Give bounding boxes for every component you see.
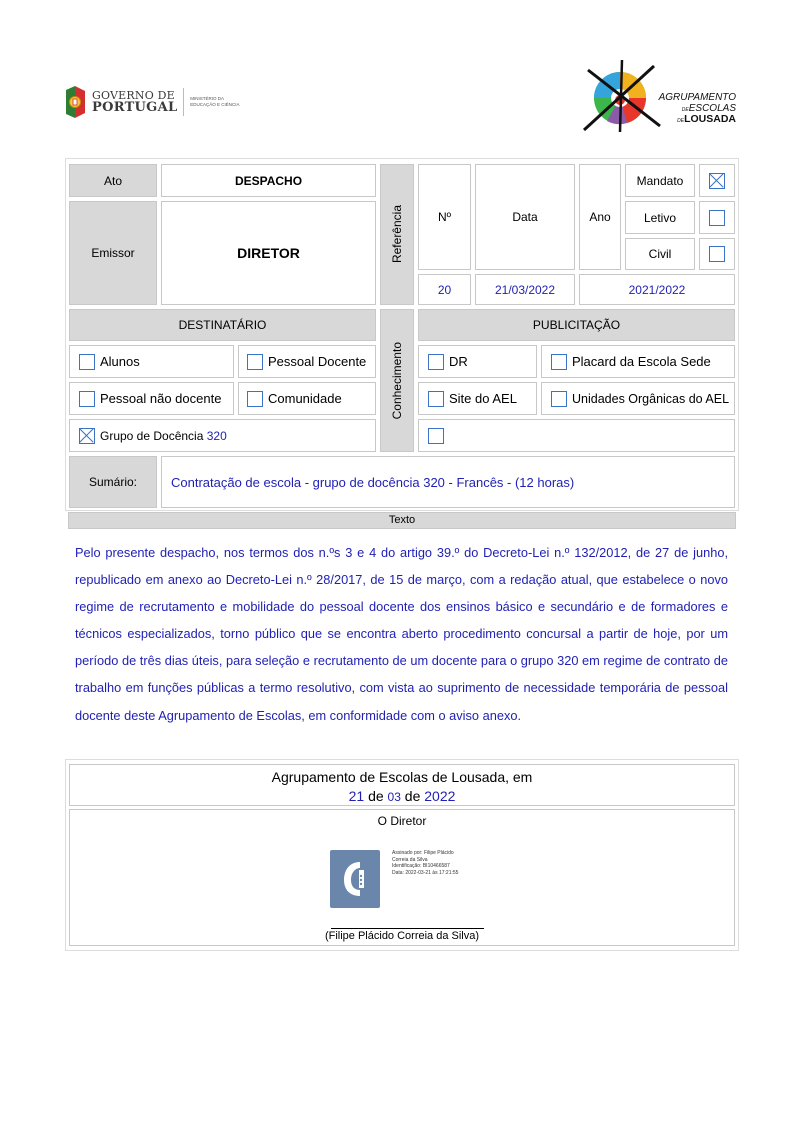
pessoal-docente-label: Pessoal Docente (268, 354, 367, 369)
unidades-option[interactable] (541, 382, 735, 415)
destinatario-header: DESTINATÁRIO (69, 309, 376, 341)
alunos-label: Alunos (100, 354, 140, 369)
placard-checkbox[interactable] (551, 354, 567, 370)
school-emblem-icon (582, 58, 662, 134)
civil-label: Civil (625, 238, 695, 270)
pessoal-nao-docente-label: Pessoal não docente (100, 391, 222, 406)
school-logo-line1: AGRUPAMENTO (658, 92, 736, 103)
signature-area (69, 809, 735, 946)
data-value: 21/03/2022 (475, 274, 575, 305)
signature-block (65, 759, 739, 951)
data-label: Data (475, 164, 575, 270)
signature-line (331, 928, 484, 929)
conhecimento-header (380, 309, 414, 452)
alunos-checkbox[interactable] (79, 354, 95, 370)
ano-value: 2021/2022 (579, 274, 735, 305)
date-de2: de (404, 788, 421, 804)
sumario-label: Sumário: (69, 456, 157, 508)
pessoal-nao-docente-option[interactable] (69, 382, 234, 415)
grupo-docencia-option[interactable] (69, 419, 376, 452)
other-option[interactable] (418, 419, 735, 452)
digital-signature-icon (330, 850, 380, 908)
gov-line1: GOVERNO DE (92, 89, 175, 102)
dr-label: DR (449, 354, 468, 369)
signature-stamp-text (392, 850, 458, 876)
portugal-flag-icon (64, 86, 86, 118)
placard-label: Placard da Escola Sede (572, 354, 711, 369)
placard-option[interactable] (541, 345, 735, 378)
site-checkbox[interactable] (428, 391, 444, 407)
date-month: 03 (387, 790, 401, 804)
stamp-line1: Assinado por: Filipe Plácido (392, 850, 454, 856)
place-date (69, 764, 735, 806)
school-logo-de2: DE (677, 118, 685, 124)
letivo-checkbox[interactable] (709, 210, 725, 226)
dispatch-form (65, 158, 739, 511)
ato-label: Ato (69, 164, 157, 197)
date-de1: de (368, 788, 384, 804)
school-logo (582, 58, 742, 134)
stamp-line2: Correia da Silva (392, 856, 428, 863)
grupo-docencia-label: Grupo de Docência (100, 428, 204, 443)
pessoal-docente-checkbox[interactable] (247, 354, 263, 370)
mandato-checkbox[interactable] (709, 173, 725, 189)
num-value: 20 (418, 274, 471, 305)
other-checkbox[interactable] (428, 428, 444, 444)
pessoal-docente-option[interactable] (238, 345, 376, 378)
gov-line2: PORTUGAL (92, 100, 178, 115)
school-logo-de1: DE (681, 107, 689, 113)
school-logo-line3: LOUSADA (684, 113, 736, 125)
referencia-header (380, 164, 414, 305)
grupo-docencia-value: 320 (206, 428, 227, 443)
conhecimento-label: Conhecimento (390, 341, 404, 420)
letivo-checkbox-cell[interactable] (699, 201, 735, 234)
unidades-checkbox[interactable] (551, 391, 567, 407)
dr-option[interactable] (418, 345, 537, 378)
government-logo (64, 84, 240, 120)
alunos-option[interactable] (69, 345, 234, 378)
publicitacao-header: PUBLICITAÇÃO (418, 309, 735, 341)
site-label: Site do AEL (449, 391, 517, 406)
unidades-label: Unidades Orgânicas do AEL (572, 391, 730, 406)
stamp-line3: Identificação: BI10466587 (392, 863, 450, 869)
sumario-value: Contratação de escola - grupo de docência 320 - Francês - (12 horas) (161, 456, 735, 508)
site-option[interactable] (418, 382, 537, 415)
director-name: (Filipe Plácido Correia da Silva) (324, 930, 480, 942)
school-logo-line2: ESCOLAS (688, 103, 736, 114)
pessoal-nao-docente-checkbox[interactable] (79, 391, 95, 407)
num-label: Nº (418, 164, 471, 270)
emissor-label: Emissor (69, 201, 157, 305)
logo-divider (183, 88, 184, 116)
dr-checkbox[interactable] (428, 354, 444, 370)
dispatch-body: Pelo presente despacho, nos termos dos n.ºs 3 e 4 do artigo 39.º do Decreto-Lei n.º 132/2012, de 27 de junho, republicado em anexo ao Decreto-Lei n.º 28/2017, de 15 de março, com a redação atual, que estabelece o novo regime de recrutamento e mobilidade do pessoal docente dos ensinos básico e secundário e de formadores e técnicos especializados, torno público que se encontra aberto procedimento concursal a partir de hoje, por um período de três dias úteis, para seleção e recrutamento de um docente para o grupo 320 em regime de contrato de trabalho em funções públicas a termo resolutivo, com vista ao suprimento de necessidade temporária de pessoal docente deste Agrupamento de Escolas, em conformidade com o aviso anexo. (75, 545, 728, 723)
comunidade-option[interactable] (238, 382, 376, 415)
grupo-docencia-checkbox[interactable] (79, 428, 95, 444)
comunidade-checkbox[interactable] (247, 391, 263, 407)
place-text: Agrupamento de Escolas de Lousada, em (271, 769, 533, 785)
civil-checkbox[interactable] (709, 246, 725, 262)
comunidade-label: Comunidade (268, 391, 342, 406)
date-day: 21 (348, 788, 365, 804)
letivo-label: Letivo (625, 201, 695, 234)
ministry-name: MINISTÉRIO DA EDUCAÇÃO E CIÊNCIA (190, 96, 240, 107)
stamp-line4: Data: 2022-03-21 às 17:21:55 (392, 869, 459, 876)
mandato-checkbox-cell[interactable] (699, 164, 735, 197)
ano-label: Ano (579, 164, 621, 270)
director-title: O Diretor (377, 814, 427, 828)
emissor-value: DIRETOR (161, 201, 376, 305)
civil-checkbox-cell[interactable] (699, 238, 735, 270)
mandato-label: Mandato (625, 164, 695, 197)
ato-value: DESPACHO (161, 164, 376, 197)
texto-header: Texto (68, 512, 736, 529)
referencia-label: Referência (390, 205, 404, 264)
date-year: 2022 (424, 788, 456, 804)
